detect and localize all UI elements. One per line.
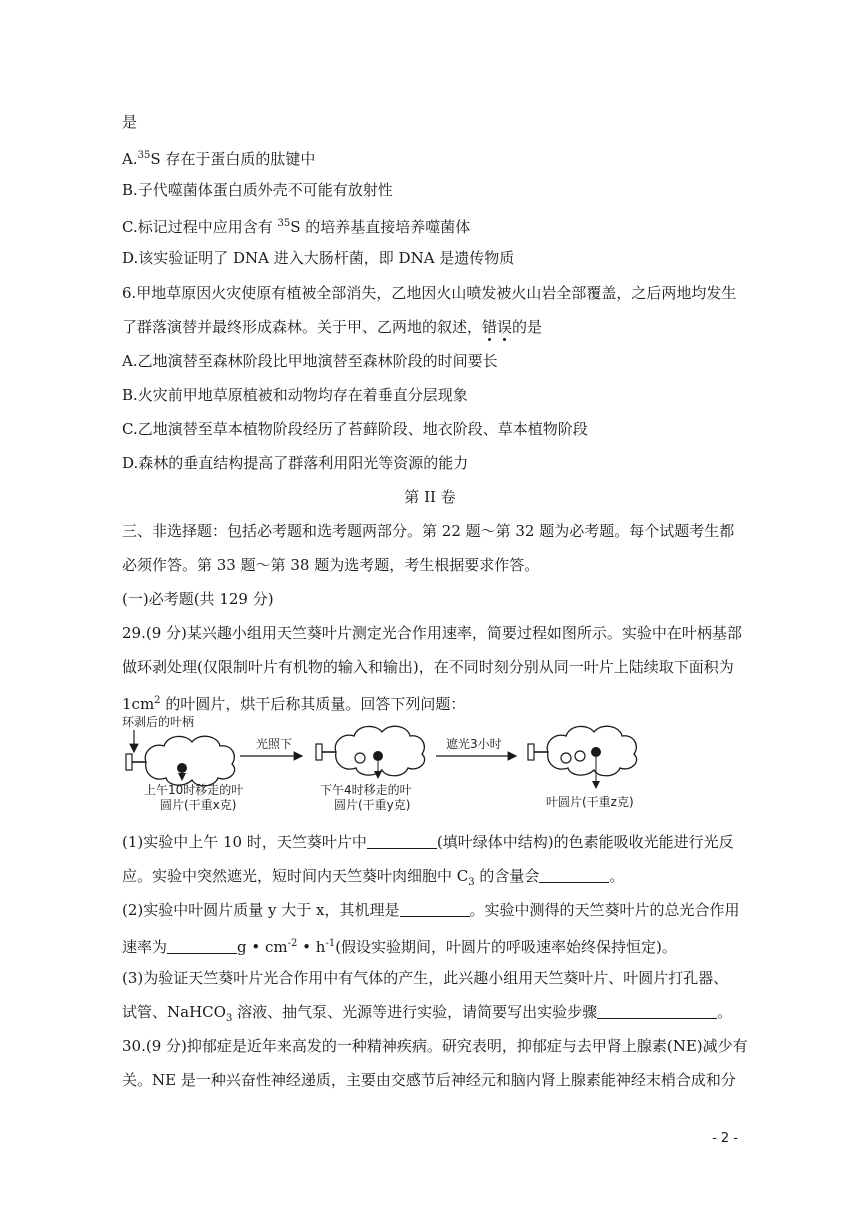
question-29-2: (2)实验中叶圆片质量 y 大于 x，其机理是 。实验中测得的天竺葵叶片的总光合作用: [122, 901, 740, 919]
label-y-1: 下午4时移走的叶: [320, 783, 412, 797]
answer-blank[interactable]: [367, 832, 437, 849]
question-30: 30.(9 分)抑郁症是近年来高发的一种精神疾病。研究表明，抑郁症与去甲肾上腺素(NE)减少有: [122, 1037, 748, 1055]
answer-blank[interactable]: [597, 1002, 717, 1019]
question-29-3-cont: 试管、NaHCO$_3$ 溶液、抽气泵、光源等进行实验，请简要写出实验步骤 。: [122, 1003, 733, 1024]
answer-blank[interactable]: [400, 900, 470, 917]
subsection-title: (一)必考题(共 129 分): [122, 590, 274, 608]
answer-blank[interactable]: [539, 866, 609, 883]
option-c: C.标记过程中应用含有 $^{35}$S 的培养基直接培养噬菌体: [122, 218, 471, 236]
leaf-3: [528, 726, 637, 788]
answer-blank[interactable]: [167, 937, 237, 954]
question-29-1: (1)实验中上午 10 时，天竺葵叶片中 (填叶绿体中结构)的色素能吸收光能进行光反: [122, 833, 734, 851]
question-29-1-cont: 应。实验中突然遮光，短时间内天竺葵叶肉细胞中 $C_3$ 的含量会 。: [122, 867, 625, 888]
label-ring: 环剥后的叶柄: [122, 715, 195, 729]
option-d: D.森林的垂直结构提高了群落利用阳光等资源的能力: [122, 454, 469, 472]
label-x-1: 上午10时移走的叶: [144, 783, 244, 797]
leaf-2: [316, 726, 425, 778]
option-a: A.$^{35}$S 存在于蛋白质的肽键中: [122, 150, 316, 168]
section-intro: 三、非选择题：包括必考题和选考题两部分。第 22 题～第 32 题为必考题。每个试题考生都: [122, 522, 735, 540]
option-b: B.火灾前甲地草原植被和动物均存在着垂直分层现象: [122, 386, 468, 404]
question-29: 29.(9 分)某兴趣小组用天竺葵叶片测定光合作用速率，简要过程如图所示。实验中在叶柄基部: [122, 624, 742, 642]
question-29-cont: $1cm^2$ 的叶圆片，烘干后称其质量。回答下列问题：: [122, 695, 466, 713]
question-29-3: (3)为验证天竺葵叶片光合作用中有气体的产生，此兴趣小组用天竺葵叶片、叶圆片打孔器、: [122, 969, 729, 987]
question-29-2-cont: 速率为 g • $cm^{-2}$ • $h^{-1}$(假设实验期间，叶圆片的呼吸速率始终保持恒定)。: [122, 938, 677, 956]
option-b: B.子代噬菌体蛋白质外壳不可能有放射性: [122, 181, 393, 199]
question-30-cont: 关。NE 是一种兴奋性神经递质，主要由交感节后神经元和脑内肾上腺素能神经末梢合成和分: [122, 1071, 736, 1089]
label-light: 光照下: [256, 737, 293, 751]
question-29-cont: 做环剥处理(仅限制叶片有机物的输入和输出)，在不同时刻分别从同一叶片上陆续取下面积为: [122, 658, 734, 676]
option-d: D.该实验证明了 DNA 进入大肠杆菌，即 DNA 是遗传物质: [122, 249, 515, 267]
leaf-experiment-diagram: [120, 712, 680, 818]
leaf-1: [126, 736, 235, 786]
label-x-2: 圆片(干重x克): [160, 798, 237, 812]
section-title: 第 II 卷: [404, 488, 456, 506]
label-y-2: 圆片(干重y克): [334, 798, 411, 812]
page-number: - 2 -: [712, 1131, 738, 1146]
option-a: A.乙地演替至森林阶段比甲地演替至森林阶段的时间要长: [122, 352, 498, 370]
text-line: 是: [122, 113, 138, 131]
section-intro-cont: 必须作答。第 33 题～第 38 题为选考题，考生根据要求作答。: [122, 556, 540, 574]
option-c: C.乙地演替至草本植物阶段经历了苔藓阶段、地衣阶段、草本植物阶段: [122, 420, 588, 438]
question-6-cont: 了群落演替并最终形成森林。关于甲、乙两地的叙述，错误的是: [122, 318, 543, 336]
label-z: 叶圆片(干重z克): [546, 795, 634, 809]
question-6: 6.甲地草原因火灾使原有植被全部消失，乙地因火山喷发被火山岩全部覆盖，之后两地均发生: [122, 284, 737, 302]
label-shade: 遮光3小时: [446, 737, 502, 751]
